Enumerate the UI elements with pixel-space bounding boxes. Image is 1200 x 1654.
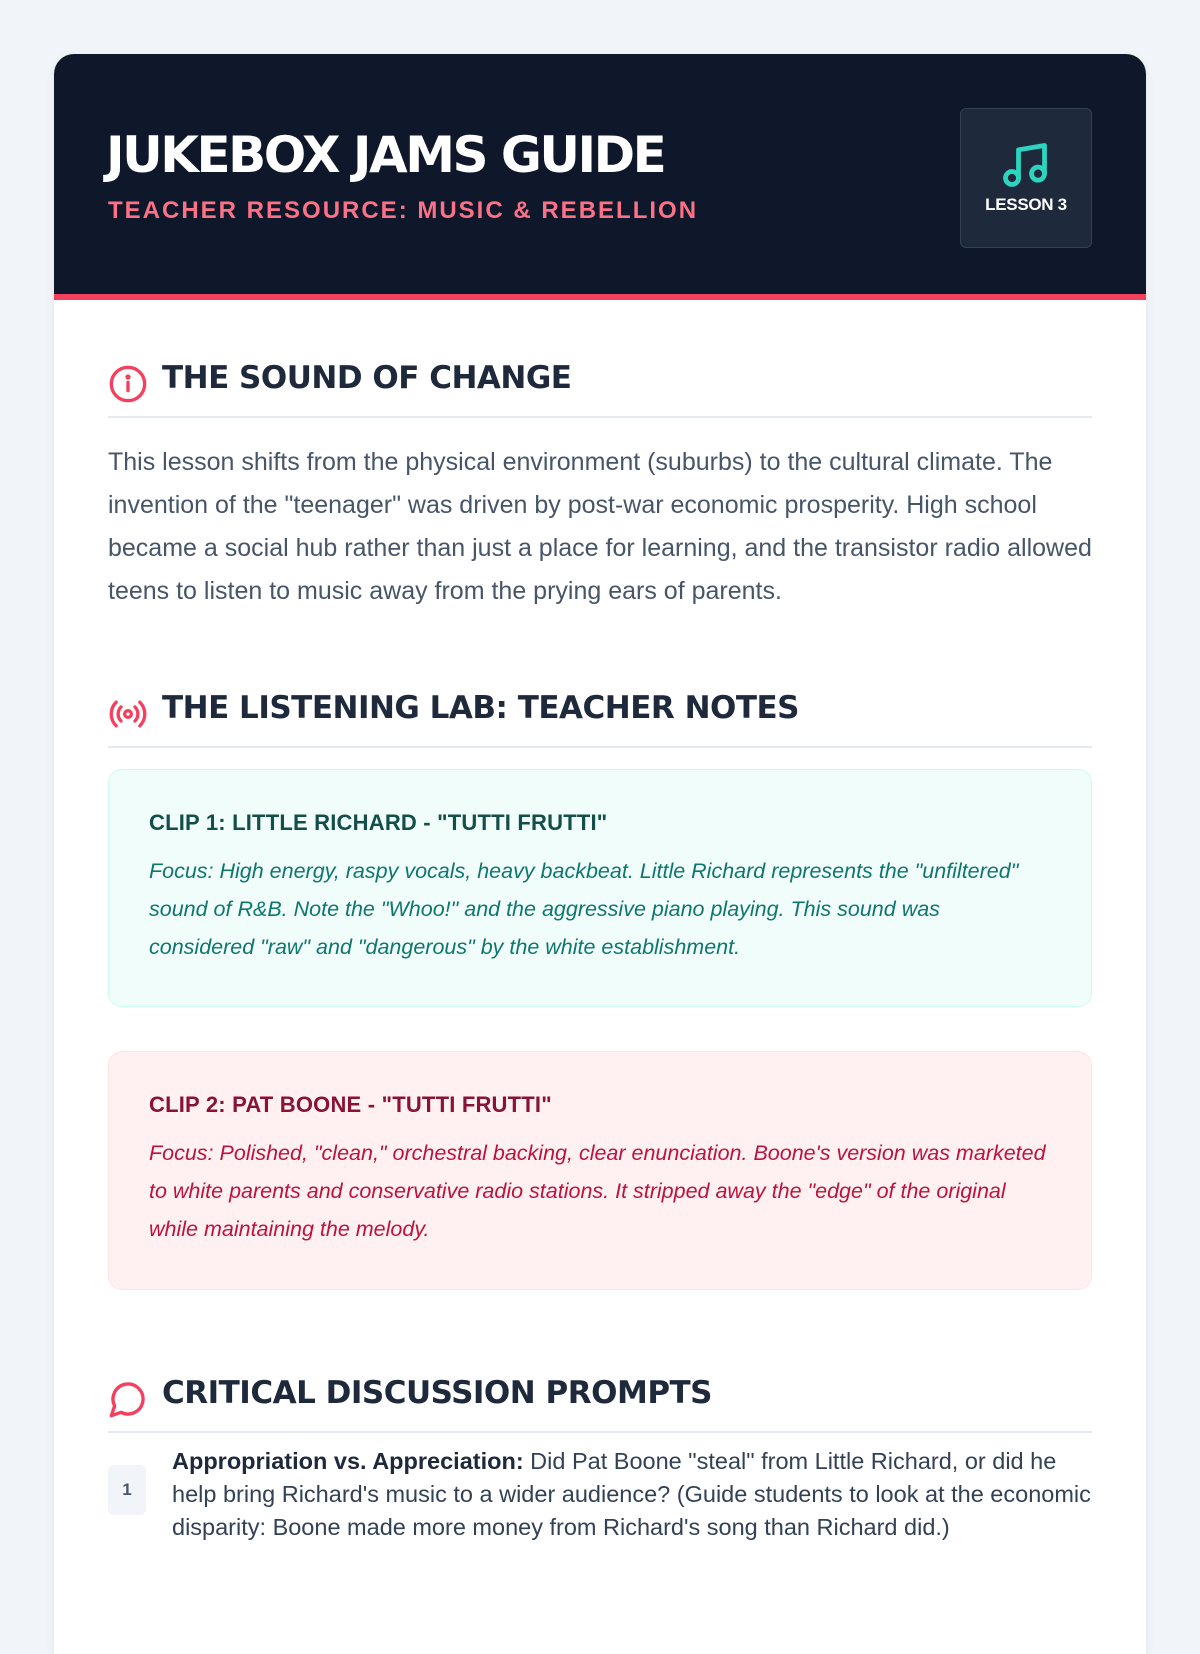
prompt-lead: Appropriation vs. Appreciation: bbox=[172, 1448, 524, 1474]
clip-2-title: CLIP 2: PAT BOONE - "TUTTI FRUTTI" bbox=[149, 1092, 552, 1117]
clip-card-1 bbox=[108, 769, 1092, 1007]
intro-paragraph: This lesson shifts from the physical environment (suburbs) to the cultural climate. The invention of the "teenager" was driven by post-war economic prosperity. High school became a social hub rather than just a place for learning, and the transistor radio allowed teens to listen to music away from the prying ears of parents. bbox=[108, 448, 1092, 605]
discussion-prompt bbox=[108, 1445, 1092, 1544]
clip-1-title: CLIP 1: LITTLE RICHARD - "TUTTI FRUTTI" bbox=[149, 810, 608, 835]
lesson-badge bbox=[960, 108, 1092, 248]
lesson-label: LESSON 3 bbox=[985, 195, 1067, 214]
info-circle-icon bbox=[108, 364, 148, 404]
section-title-listening: THE LISTENING LAB: TEACHER NOTES bbox=[162, 690, 800, 726]
page-subtitle: TEACHER RESOURCE: MUSIC & REBELLION bbox=[108, 197, 699, 224]
header bbox=[54, 54, 1146, 300]
section-header-discussion bbox=[108, 1371, 1092, 1433]
guide-page bbox=[54, 54, 1146, 1654]
section-title-discussion: CRITICAL DISCUSSION PROMPTS bbox=[162, 1375, 713, 1411]
section-title-intro: THE SOUND OF CHANGE bbox=[162, 360, 572, 396]
page-title: JUKEBOX JAMS GUIDE bbox=[106, 126, 665, 184]
prompt-body: Did Pat Boone "steal" from Little Richard, or did he help bring Richard's music to a wider audience? (Guide students to look at the economic disparity: Boone made more money from Richard's song than Richard did.) bbox=[172, 1448, 1091, 1540]
clip-1-notes: Focus: High energy, raspy vocals, heavy backbeat. Little Richard represents the "unfiltered" sound of R&B. Note the "Whoo!" and the aggressive piano playing. This sound was considered "raw" and "dangerous" by the white establishment. bbox=[149, 859, 1019, 959]
chat-bubble-icon bbox=[108, 1379, 148, 1419]
section-header-intro bbox=[108, 356, 1092, 418]
clip-2-notes: Focus: Polished, "clean," orchestral backing, clear enunciation. Boone's version was marketed to white parents and conservative radio stations. It stripped away the "edge" of the original while maintaining the melody. bbox=[149, 1141, 1046, 1241]
clip-card-2 bbox=[108, 1051, 1092, 1290]
prompt-number: 1 bbox=[108, 1465, 146, 1515]
music-note-icon bbox=[995, 139, 1055, 191]
broadcast-icon bbox=[108, 694, 148, 734]
prompt-text bbox=[172, 1445, 1092, 1544]
section-header-listening bbox=[108, 686, 1092, 748]
